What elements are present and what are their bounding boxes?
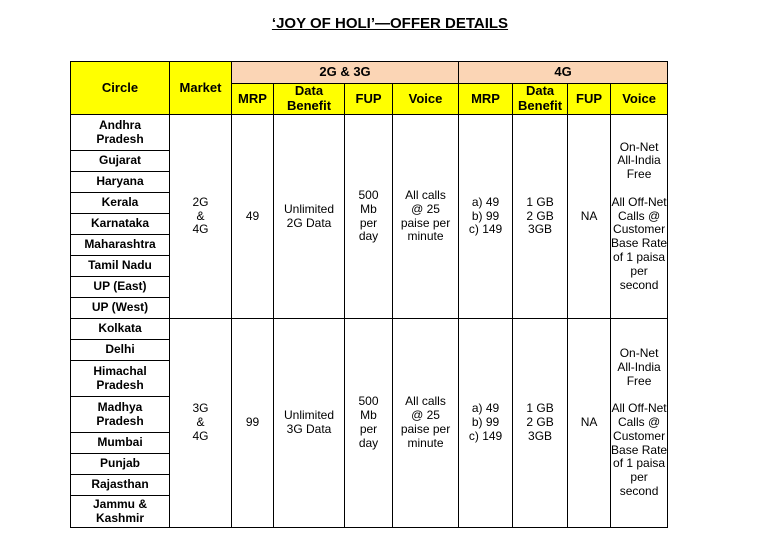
circle-cell: Jammu & Kashmir: [71, 496, 170, 528]
voice-4g-cell: On-Net All-India Free All Off-Net Calls @ Customer Base Rate of 1 paisa per second: [611, 319, 668, 528]
circle-cell: Karnataka: [71, 214, 170, 235]
circle-cell: Gujarat: [71, 151, 170, 172]
market-cell: 3G & 4G: [170, 319, 232, 528]
data-benefit-4g-cell: 1 GB 2 GB 3GB: [513, 319, 568, 528]
mrp-4g-cell: a) 49 b) 99 c) 149: [459, 115, 513, 319]
document-title: ‘JOY OF HOLI’—OFFER DETAILS: [271, 15, 509, 32]
fup-2g3g-cell: 500 Mb per day: [345, 319, 393, 528]
header-data-benefit-4g: Data Benefit: [513, 84, 568, 115]
header-market: Market: [170, 62, 232, 115]
circle-cell: Maharashtra: [71, 235, 170, 256]
header-group-2g3g: 2G & 3G: [232, 62, 459, 84]
circle-cell: UP (West): [71, 298, 170, 319]
circle-cell: Rajasthan: [71, 475, 170, 496]
fup-4g-cell: NA: [568, 115, 611, 319]
market-cell: 2G & 4G: [170, 115, 232, 319]
header-mrp-2g3g: MRP: [232, 84, 274, 115]
fup-4g-cell: NA: [568, 319, 611, 528]
circle-cell: Punjab: [71, 454, 170, 475]
circle-cell: Delhi: [71, 340, 170, 361]
circle-cell: UP (East): [71, 277, 170, 298]
header-voice-4g: Voice: [611, 84, 668, 115]
data-benefit-2g3g-cell: Unlimited 2G Data: [274, 115, 345, 319]
header-group-4g: 4G: [459, 62, 668, 84]
header-fup-4g: FUP: [568, 84, 611, 115]
circle-cell: Haryana: [71, 172, 170, 193]
circle-cell: Madhya Pradesh: [71, 397, 170, 433]
header-voice-2g3g: Voice: [393, 84, 459, 115]
header-fup-2g3g: FUP: [345, 84, 393, 115]
table-row: [71, 319, 668, 340]
header-mrp-4g: MRP: [459, 84, 513, 115]
mrp-2g3g-cell: 99: [232, 319, 274, 528]
header-data-benefit-2g3g: Data Benefit: [274, 84, 345, 115]
voice-2g3g-cell: All calls @ 25 paise per minute: [393, 115, 459, 319]
header-circle: Circle: [71, 62, 170, 115]
circle-cell: Andhra Pradesh: [71, 115, 170, 151]
mrp-2g3g-cell: 49: [232, 115, 274, 319]
data-benefit-4g-cell: 1 GB 2 GB 3GB: [513, 115, 568, 319]
mrp-4g-cell: a) 49 b) 99 c) 149: [459, 319, 513, 528]
circle-cell: Kerala: [71, 193, 170, 214]
circle-cell: Himachal Pradesh: [71, 361, 170, 397]
circle-cell: Tamil Nadu: [71, 256, 170, 277]
circle-cell: Mumbai: [71, 433, 170, 454]
offer-table: [70, 61, 668, 528]
voice-4g-cell: On-Net All-India Free All Off-Net Calls @ Customer Base Rate of 1 paisa per second: [611, 115, 668, 319]
voice-2g3g-cell: All calls @ 25 paise per minute: [393, 319, 459, 528]
circle-cell: Kolkata: [71, 319, 170, 340]
fup-2g3g-cell: 500 Mb per day: [345, 115, 393, 319]
data-benefit-2g3g-cell: Unlimited 3G Data: [274, 319, 345, 528]
table-row: [71, 115, 668, 151]
